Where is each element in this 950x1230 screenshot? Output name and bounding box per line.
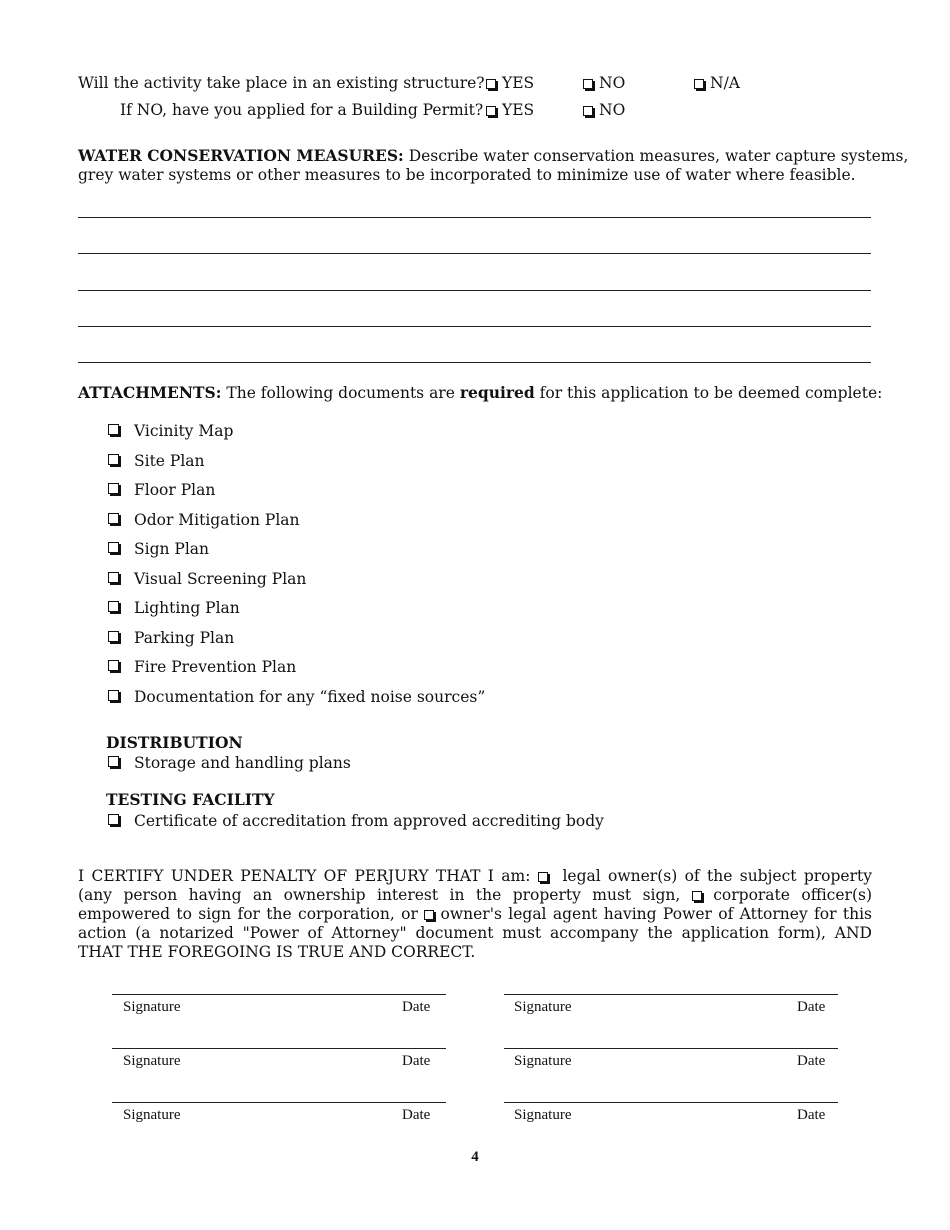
signature-label: Signature [514, 999, 572, 1015]
page-number: 4 [471, 1149, 479, 1165]
distribution-label: Storage and handling plans [134, 754, 351, 772]
checkbox-icon[interactable] [108, 424, 119, 435]
checkbox-icon[interactable] [108, 660, 119, 671]
signature-label: Signature [514, 1107, 572, 1123]
attachments-intro [78, 384, 882, 402]
attachments-text: The following documents are [226, 384, 455, 402]
option-label: YES [502, 74, 535, 92]
water-answer-line-5[interactable] [78, 362, 871, 363]
attachments-text: for this application to be deemed complete: [539, 384, 883, 402]
water-conservation-line2: grey water systems or other measures to be incorporated to minimize use of water where feasible. [78, 166, 856, 184]
checkbox-icon[interactable] [108, 756, 119, 767]
checkbox-icon[interactable] [108, 601, 119, 612]
attachment-label: Vicinity Map [134, 422, 234, 440]
attachment-label: Documentation for any “fixed noise sources” [134, 688, 486, 706]
corporate-officer-checkbox-icon[interactable] [692, 891, 702, 901]
date-label: Date [402, 1107, 431, 1123]
testing-facility-label: Certificate of accreditation from approved accrediting body [134, 812, 604, 830]
attachment-label: Sign Plan [134, 540, 210, 558]
signature-line[interactable] [112, 1102, 446, 1103]
attachment-label: Site Plan [134, 452, 205, 470]
checkbox-icon[interactable] [108, 690, 119, 701]
date-label: Date [797, 999, 826, 1015]
checkbox-icon[interactable] [583, 106, 593, 116]
checkbox-icon[interactable] [486, 79, 496, 89]
attachment-label: Fire Prevention Plan [134, 658, 297, 676]
building-permit-yes-option[interactable] [486, 101, 534, 119]
certify-text: I CERTIFY UNDER PENALTY OF PERJURY THAT I am: [78, 867, 531, 885]
checkbox-icon[interactable] [486, 106, 496, 116]
attachment-label: Floor Plan [134, 481, 216, 499]
checkbox-icon[interactable] [108, 513, 119, 524]
signature-label: Signature [123, 1053, 181, 1069]
option-label: N/A [710, 74, 740, 92]
checkbox-icon[interactable] [583, 79, 593, 89]
signature-line[interactable] [504, 1102, 838, 1103]
attachment-label: Odor Mitigation Plan [134, 511, 300, 529]
checkbox-icon[interactable] [108, 814, 119, 825]
checkbox-icon[interactable] [694, 79, 704, 89]
certification-paragraph [78, 867, 872, 962]
water-conservation-line1 [78, 147, 908, 165]
building-permit-question: If NO, have you applied for a Building Permit? [120, 101, 484, 119]
checkbox-icon[interactable] [108, 483, 119, 494]
date-label: Date [797, 1107, 826, 1123]
certify-text: owner's legal agent having Power of Attorney for this action (a notarized "Power of Attorney" document must accompany the application form), AND THAT THE FOREGOING IS TRUE AND CORRECT. [78, 905, 872, 961]
option-label: YES [502, 101, 535, 119]
signature-line[interactable] [504, 1048, 838, 1049]
attachments-heading: ATTACHMENTS: [78, 383, 222, 402]
existing-structure-yes-option[interactable] [486, 74, 534, 92]
date-label: Date [797, 1053, 826, 1069]
signature-line[interactable] [112, 994, 446, 995]
certify-text: legal owner(s) of the subject property (any person having an ownership interest in the property must sign, [78, 867, 872, 904]
existing-structure-na-option[interactable] [694, 74, 740, 92]
water-answer-line-3[interactable] [78, 290, 871, 291]
testing-facility-heading: TESTING FACILITY [106, 790, 275, 809]
water-conservation-description: Describe water conservation measures, water capture systems, [408, 147, 909, 165]
signature-label: Signature [514, 1053, 572, 1069]
legal-owner-checkbox-icon[interactable] [538, 872, 548, 882]
water-answer-line-2[interactable] [78, 253, 871, 254]
date-label: Date [402, 1053, 431, 1069]
checkbox-icon[interactable] [108, 542, 119, 553]
signature-label: Signature [123, 1107, 181, 1123]
legal-agent-checkbox-icon[interactable] [424, 910, 434, 920]
signature-line[interactable] [504, 994, 838, 995]
attachment-label: Parking Plan [134, 629, 235, 647]
water-answer-line-4[interactable] [78, 326, 871, 327]
water-answer-line-1[interactable] [78, 217, 871, 218]
option-label: NO [599, 74, 626, 92]
option-label: NO [599, 101, 626, 119]
certify-text: corporate officer(s) empowered to sign for the corporation, or [78, 886, 872, 923]
attachments-required: required [459, 383, 535, 402]
attachment-label: Lighting Plan [134, 599, 240, 617]
checkbox-icon[interactable] [108, 454, 119, 465]
checkbox-icon[interactable] [108, 572, 119, 583]
water-conservation-heading: WATER CONSERVATION MEASURES: [78, 146, 404, 165]
existing-structure-question: Will the activity take place in an existing structure? [78, 74, 485, 92]
existing-structure-no-option[interactable] [583, 74, 625, 92]
checkbox-icon[interactable] [108, 631, 119, 642]
attachment-label: Visual Screening Plan [134, 570, 307, 588]
distribution-heading: DISTRIBUTION [106, 733, 243, 752]
signature-label: Signature [123, 999, 181, 1015]
building-permit-no-option[interactable] [583, 101, 625, 119]
date-label: Date [402, 999, 431, 1015]
signature-line[interactable] [112, 1048, 446, 1049]
